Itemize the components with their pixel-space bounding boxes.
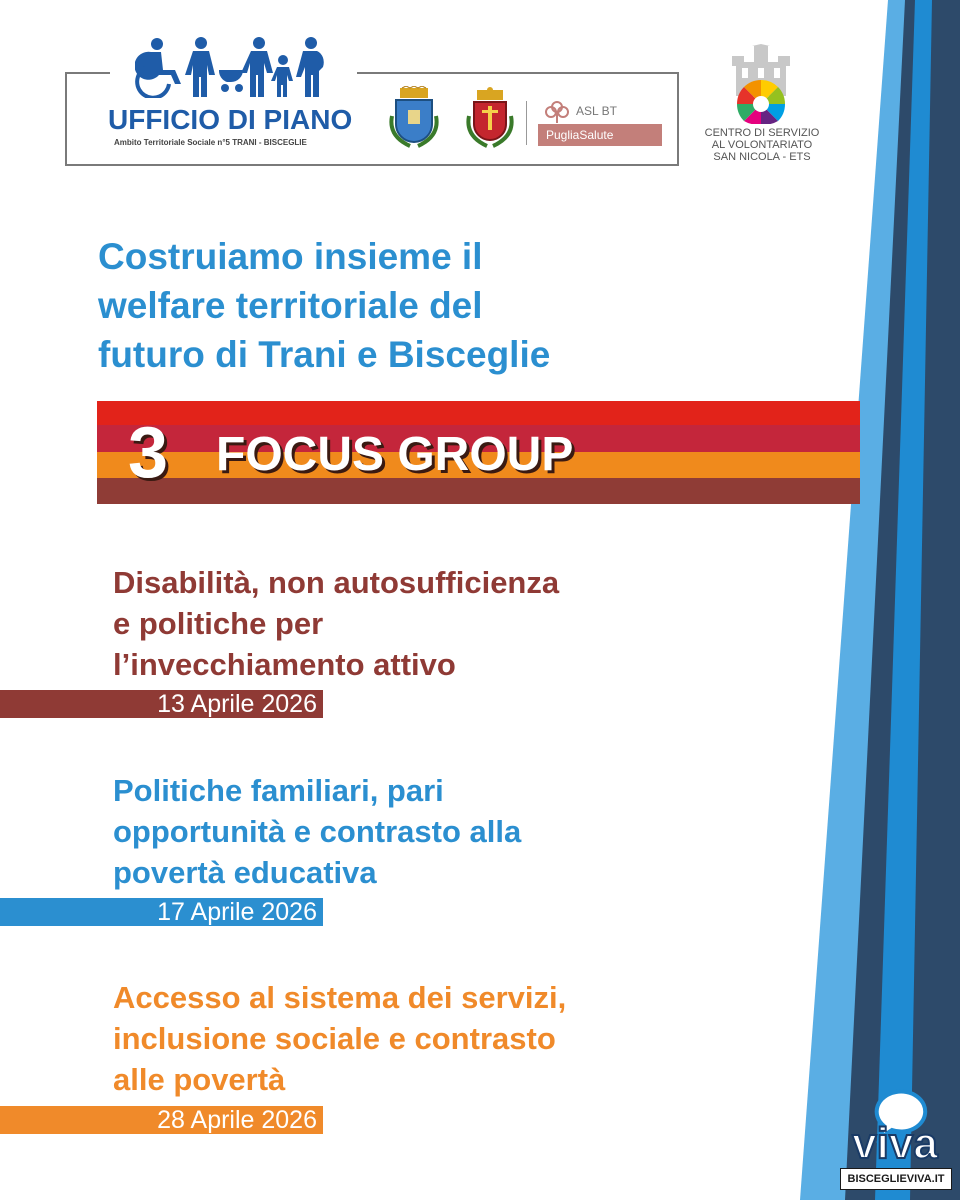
topic-date-bar: 13 Aprile 2026 [0, 690, 323, 718]
topic-line: Politiche familiari, pari [113, 773, 444, 808]
family-accessibility-icon [135, 36, 355, 98]
band-stripe-red [97, 401, 860, 425]
topic-line: Accesso al sistema dei servizi, [113, 980, 567, 1015]
topic-line: l’invecchiamento attivo [113, 647, 456, 682]
focus-group-label: FOCUS GROUP [216, 428, 574, 481]
csv-line: AL VOLONTARIATO [711, 139, 813, 151]
puglia-salute-badge: PugliaSalute [538, 124, 662, 146]
office-title: UFFICIO DI PIANO [108, 104, 353, 135]
topic-title-family-policies [113, 770, 521, 893]
topic-line: Disabilità, non autosufficienza [113, 565, 560, 600]
csv-line: SAN NICOLA - ETS [713, 151, 811, 163]
office-subtitle: Ambito Territoriale Sociale n°5 TRANI - BISCEGLIE [114, 138, 307, 147]
frame-top-line-right [357, 72, 679, 74]
viva-site-label: BISCEGLIEVIVA.IT [840, 1168, 952, 1190]
main-title [98, 232, 718, 379]
main-title-line: futuro di Trani e Bisceglie [98, 334, 551, 375]
frame-top-line-left [65, 72, 110, 74]
topic-date-bar: 17 Aprile 2026 [0, 898, 323, 926]
csv-san-nicola-logo-icon [728, 44, 794, 124]
topic-line: alle povertà [113, 1062, 286, 1097]
main-title-line: welfare territoriale del [98, 285, 483, 326]
topic-date-bar: 28 Aprile 2026 [0, 1106, 323, 1134]
trani-crest-icon [388, 86, 440, 152]
topic-line: povertà educativa [113, 855, 377, 890]
logo-divider [526, 101, 527, 145]
main-title-line: Costruiamo insieme il [98, 236, 483, 277]
csv-name [697, 127, 827, 163]
topic-title-disability [113, 562, 559, 685]
viva-logo-icon [836, 1088, 954, 1166]
topic-title-social-inclusion [113, 977, 566, 1100]
topic-line: opportunità e contrasto alla [113, 814, 522, 849]
topic-line: e politiche per [113, 606, 324, 641]
bisceglie-crest-icon [465, 86, 515, 152]
focus-group-number: 3 [128, 413, 169, 493]
asl-label: ASL BT [576, 104, 617, 118]
asl-flower-icon [542, 99, 572, 123]
csv-line: CENTRO DI SERVIZIO [704, 127, 820, 139]
viva-brand-text: viva [852, 1119, 938, 1166]
topic-line: inclusione sociale e contrasto [113, 1021, 556, 1056]
